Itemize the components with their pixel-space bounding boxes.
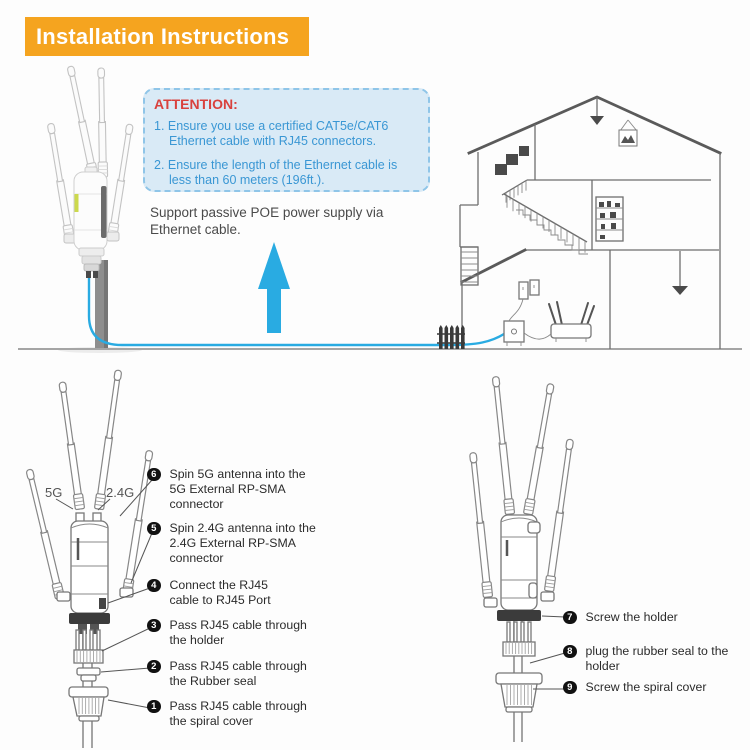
step-number-badge: 7 xyxy=(563,611,577,625)
rj45-port xyxy=(99,598,106,609)
step-text: Pass RJ45 cable through the Rubber seal xyxy=(169,659,307,688)
house-illustration xyxy=(437,97,720,349)
antenna xyxy=(107,124,134,239)
label-24g: 2.4G xyxy=(106,485,135,500)
rubber-seal xyxy=(77,668,100,681)
attention-item-2: 2. Ensure the length of the Ethernet cable is less than 60 meters (196ft.). xyxy=(154,158,398,187)
steps-left xyxy=(147,467,322,729)
steps-right xyxy=(563,610,744,695)
step-text: Pass RJ45 cable through the holder xyxy=(169,618,307,647)
poe-arrow-icon xyxy=(258,242,290,333)
exploded-device-diagram xyxy=(25,370,155,748)
shelf-unit xyxy=(596,197,623,241)
wifi-router xyxy=(524,302,594,342)
holder xyxy=(503,622,535,656)
antenna xyxy=(468,452,492,597)
step-text: Connect the RJ45 cable to RJ45 Port xyxy=(169,578,271,607)
step-text: Spin 5G antenna into the 5G External RP-SMA connector xyxy=(169,467,306,511)
status-label xyxy=(75,194,79,212)
step-number-badge: 3 xyxy=(147,619,161,633)
step-item xyxy=(147,578,322,608)
staircase xyxy=(502,180,588,254)
page-title-banner xyxy=(25,17,309,56)
step-item xyxy=(563,680,744,695)
step-item xyxy=(147,521,322,566)
page-title: Installation Instructions xyxy=(36,24,290,49)
antenna-elbow xyxy=(57,592,70,601)
step-number-badge: 2 xyxy=(147,660,161,674)
step-text: Spin 2.4G antenna into the 2.4G External RP-SMA connector xyxy=(169,521,316,565)
power-outlet xyxy=(509,280,539,321)
antenna xyxy=(544,439,574,592)
step-item xyxy=(147,467,322,512)
attention-box xyxy=(143,88,430,192)
antenna xyxy=(96,68,107,177)
attention-item-1: 1. Ensure you use a certified CAT5e/CAT6 Ethernet cable with RJ45 connectors. xyxy=(154,119,389,148)
antenna xyxy=(523,383,555,515)
spiral-cover xyxy=(496,673,542,712)
step-text: Screw the holder xyxy=(585,610,678,624)
step-item xyxy=(147,699,322,729)
step-number-badge: 1 xyxy=(147,700,161,714)
step-number-badge: 6 xyxy=(147,468,161,482)
step-text: plug the rubber seal to the holder xyxy=(585,644,729,673)
step-text: Screw the spiral cover xyxy=(585,680,707,694)
picture-frame xyxy=(619,120,637,146)
step-item xyxy=(147,618,322,648)
step-number-badge: 4 xyxy=(147,579,161,593)
label-5g: 5G xyxy=(45,485,63,500)
spiral-cover xyxy=(69,687,108,721)
step-text: Pass RJ45 cable through the spiral cover xyxy=(169,699,307,728)
step-item xyxy=(563,644,744,674)
antenna-elbow xyxy=(541,592,554,601)
holder xyxy=(74,630,103,663)
step-number-badge: 9 xyxy=(563,681,577,695)
step-item xyxy=(147,659,322,689)
antenna xyxy=(46,123,75,241)
antenna xyxy=(491,376,515,514)
poe-note: Support passive POE power supply via Ethernet cable. xyxy=(150,205,384,237)
antenna xyxy=(66,66,99,179)
poe-injector xyxy=(504,321,524,346)
attention-heading: ATTENTION: xyxy=(154,96,238,112)
assembled-device-diagram xyxy=(468,376,575,742)
step-number-badge: 8 xyxy=(563,645,577,659)
outdoor-ap-photo xyxy=(46,66,142,353)
step-number-badge: 5 xyxy=(147,522,161,536)
antenna-elbow xyxy=(120,588,133,597)
step-item xyxy=(563,610,744,625)
router-antennas xyxy=(549,302,594,325)
antenna-elbow xyxy=(484,598,497,607)
